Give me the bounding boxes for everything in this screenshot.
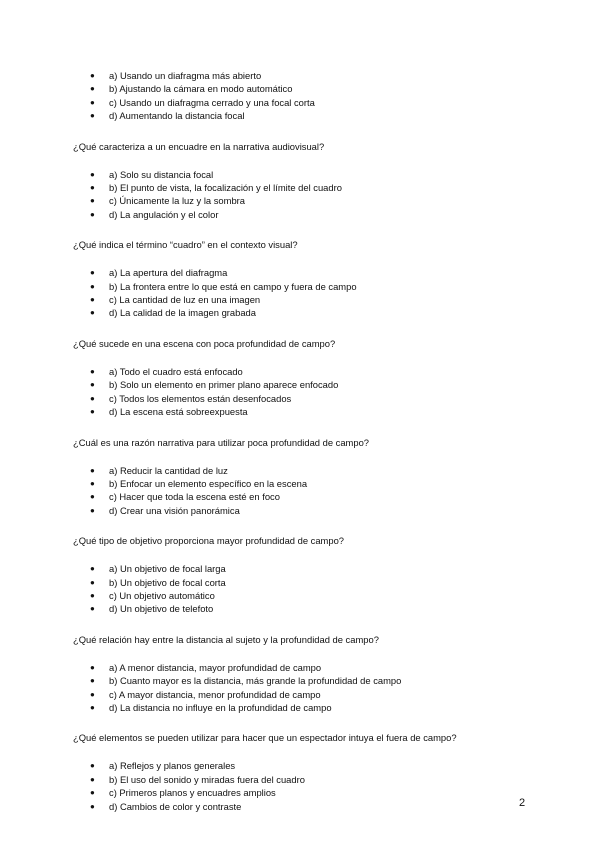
bullet-icon: ●	[90, 702, 95, 712]
bullet-icon: ●	[90, 295, 95, 305]
option-item	[73, 661, 543, 674]
bullet-icon: ●	[90, 788, 95, 798]
option-text: d) La escena está sobreexpuesta	[109, 406, 248, 418]
option-text: b) Un objetivo de focal corta	[109, 576, 226, 588]
bullet-icon: ●	[90, 196, 95, 206]
question-text: ¿Cuál es una razón narrativa para utilizar poca profundidad de campo?	[73, 436, 370, 448]
question-text: ¿Qué tipo de objetivo proporciona mayor profundidad de campo?	[73, 535, 345, 547]
option-text: b) Cuanto mayor es la distancia, más grande la profundidad de campo	[109, 675, 402, 687]
option-text: c) Todos los elementos están desenfocados	[109, 392, 292, 404]
bullet-icon: ●	[90, 801, 95, 811]
bullet-icon: ●	[90, 689, 95, 699]
option-text: a) La apertura del diafragma	[109, 267, 228, 279]
bullet-icon: ●	[90, 281, 95, 291]
option-item	[73, 490, 543, 503]
bullet-icon: ●	[90, 308, 95, 318]
question-text: ¿Qué sucede en una escena con poca profundidad de campo?	[73, 337, 336, 349]
option-text: a) Todo el cuadro está enfocado	[109, 365, 243, 377]
option-text: b) El uso del sonido y miradas fuera del cuadro	[109, 773, 305, 785]
question-text: ¿Qué caracteriza a un encuadre en la narrativa audiovisual?	[73, 140, 325, 152]
option-list	[73, 759, 543, 813]
bullet-icon: ●	[90, 84, 95, 94]
bullet-icon: ●	[90, 774, 95, 784]
option-text: d) La calidad de la imagen grabada	[109, 307, 256, 319]
option-item	[73, 589, 543, 602]
option-item	[73, 602, 543, 615]
option-item	[73, 464, 543, 477]
bullet-icon: ●	[90, 209, 95, 219]
bullet-icon: ●	[90, 111, 95, 121]
option-text: c) Usando un diafragma cerrado y una focal corta	[109, 96, 315, 108]
option-text: c) Únicamente la luz y la sombra	[109, 195, 245, 207]
option-text: a) Reducir la cantidad de luz	[109, 464, 228, 476]
option-item	[73, 759, 543, 772]
bullet-icon: ●	[90, 577, 95, 587]
bullet-icon: ●	[90, 478, 95, 488]
option-item	[73, 181, 543, 194]
option-text: c) La cantidad de luz en una imagen	[109, 294, 261, 306]
option-text: d) Aumentando la distancia focal	[109, 110, 245, 122]
option-item	[73, 773, 543, 786]
option-item	[73, 405, 543, 418]
option-item	[73, 208, 543, 221]
option-text: c) Un objetivo automático	[109, 589, 215, 601]
option-item	[73, 674, 543, 687]
option-item	[73, 168, 543, 181]
page-number: 2	[519, 797, 526, 809]
question-list	[73, 69, 543, 830]
option-text: c) A mayor distancia, menor profundidad de campo	[109, 688, 321, 700]
option-text: d) La distancia no influye en la profundidad de campo	[109, 701, 332, 713]
option-item	[73, 365, 543, 378]
option-text: b) La frontera entre lo que está en campo y fuera de campo	[109, 280, 357, 292]
option-text: b) Ajustando la cámara en modo automático	[109, 83, 293, 95]
option-item	[73, 266, 543, 279]
bullet-icon: ●	[90, 393, 95, 403]
option-item	[73, 96, 543, 109]
option-text: a) A menor distancia, mayor profundidad de campo	[109, 661, 322, 673]
option-text: d) Cambios de color y contraste	[109, 800, 242, 812]
option-item	[73, 109, 543, 122]
option-item	[73, 194, 543, 207]
bullet-icon: ●	[90, 604, 95, 614]
option-item	[73, 701, 543, 714]
option-item	[73, 69, 543, 82]
option-text: b) Solo un elemento en primer plano aparece enfocado	[109, 379, 339, 391]
option-text: d) La angulación y el color	[109, 208, 219, 220]
bullet-icon: ●	[90, 590, 95, 600]
bullet-icon: ●	[90, 97, 95, 107]
option-text: c) Hacer que toda la escena esté en foco	[109, 491, 280, 503]
option-text: c) Primeros planos y encuadres amplios	[109, 787, 276, 799]
bullet-icon: ●	[90, 492, 95, 502]
option-item	[73, 293, 543, 306]
bullet-icon: ●	[90, 676, 95, 686]
bullet-icon: ●	[90, 465, 95, 475]
bullet-icon: ●	[90, 761, 95, 771]
bullet-icon: ●	[90, 71, 95, 80]
option-text: a) Reflejos y planos generales	[109, 760, 236, 772]
option-list	[73, 661, 543, 715]
option-item	[73, 562, 543, 575]
bullet-icon: ●	[90, 183, 95, 193]
question-text: ¿Qué indica el término “cuadro” en el contexto visual?	[73, 239, 298, 251]
bullet-icon: ●	[90, 268, 95, 278]
bullet-icon: ●	[90, 564, 95, 574]
question-text: ¿Qué elementos se pueden utilizar para hacer que un espectador intuya el fuera de campo?	[73, 732, 457, 744]
option-item	[73, 306, 543, 319]
option-item	[73, 477, 543, 490]
bullet-icon: ●	[90, 505, 95, 515]
bullet-icon: ●	[90, 380, 95, 390]
option-list	[73, 562, 543, 616]
option-item	[73, 800, 543, 813]
option-text: b) El punto de vista, la focalización y el límite del cuadro	[109, 182, 342, 194]
option-item	[73, 576, 543, 589]
option-list	[73, 365, 543, 419]
option-item	[73, 82, 543, 95]
option-text: a) Usando un diafragma más abierto	[109, 70, 262, 81]
option-list	[73, 464, 543, 518]
option-text: a) Un objetivo de focal larga	[109, 563, 226, 575]
option-text: b) Enfocar un elemento específico en la escena	[109, 477, 308, 489]
bullet-icon: ●	[90, 407, 95, 417]
option-list	[73, 168, 543, 222]
option-text: a) Solo su distancia focal	[109, 168, 214, 180]
option-text: d) Crear una visión panorámica	[109, 504, 240, 516]
option-item	[73, 280, 543, 293]
option-item	[73, 504, 543, 517]
option-list	[73, 69, 543, 123]
bullet-icon: ●	[90, 366, 95, 376]
option-text: d) Un objetivo de telefoto	[109, 603, 214, 615]
option-item	[73, 392, 543, 405]
bullet-icon: ●	[90, 169, 95, 179]
question-text: ¿Qué relación hay entre la distancia al sujeto y la profundidad de campo?	[73, 633, 379, 645]
bullet-icon: ●	[90, 662, 95, 672]
option-item	[73, 688, 543, 701]
option-list	[73, 266, 543, 320]
option-item	[73, 786, 543, 799]
option-item	[73, 378, 543, 391]
